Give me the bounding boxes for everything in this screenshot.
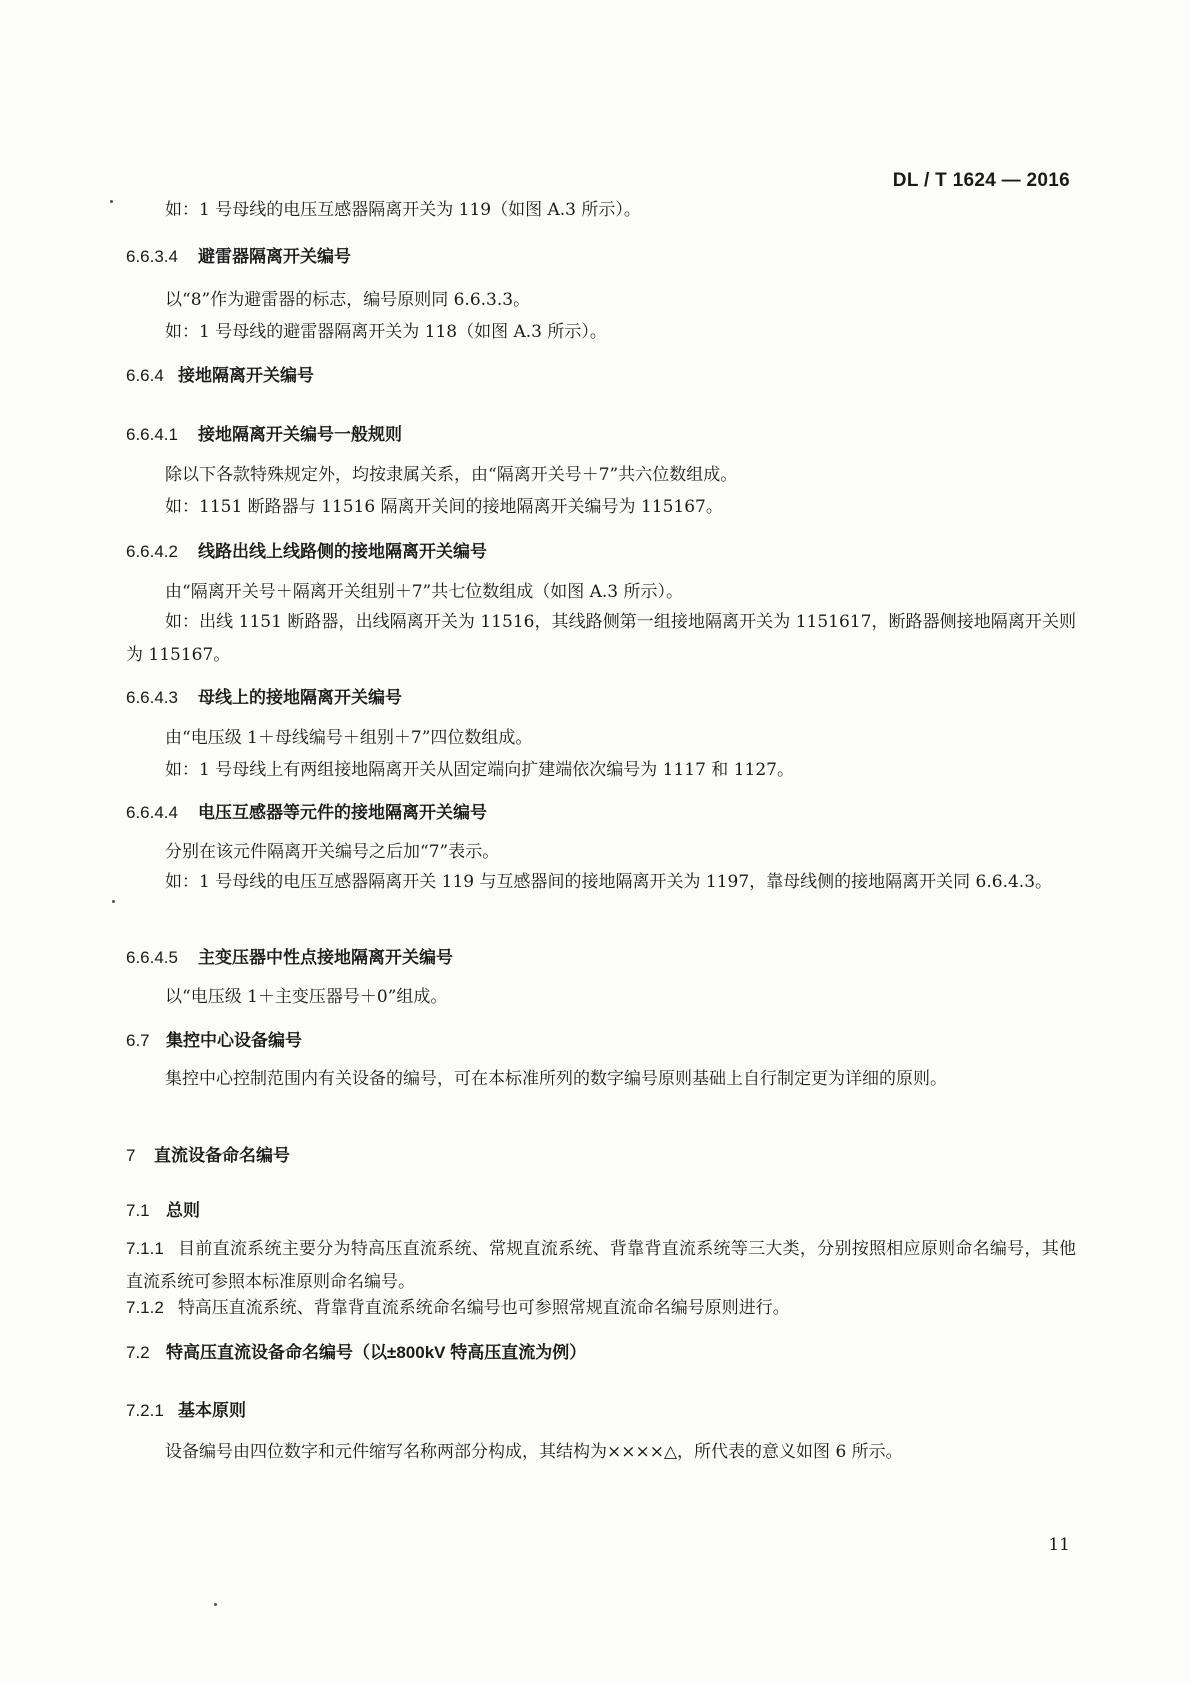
section-title: 总则 <box>166 1201 200 1220</box>
section-heading <box>126 1141 290 1166</box>
paragraph-text: 由“电压级 1＋母线编号＋组别＋7”四位数组成。 <box>165 728 533 748</box>
paragraph-text: 分别在该元件隔离开关编号之后加“7”表示。 <box>165 842 500 862</box>
section-heading <box>126 798 487 823</box>
section-heading <box>126 242 351 267</box>
section-number: 6.6.4.5 <box>126 948 178 967</box>
scan-speck <box>112 900 115 903</box>
section-heading <box>126 1026 302 1051</box>
paragraph-text: 由“隔离开关号＋隔离开关组别＋7”共七位数组成（如图 A.3 所示）。 <box>165 582 684 602</box>
section-number: 6.6.4.4 <box>126 803 178 822</box>
paragraph: 集控中心控制范围内有关设备的编号，可在本标准所列的数字编号原则基础上自行制定更为详细的原则。 <box>165 1069 947 1089</box>
section-heading <box>126 1196 200 1221</box>
section-number: 7.2.1 <box>126 1401 164 1420</box>
section-title: 接地隔离开关编号 <box>178 366 314 385</box>
section-title: 直流设备命名编号 <box>154 1146 290 1165</box>
paragraph <box>165 314 1075 350</box>
paragraph <box>165 192 1075 228</box>
scan-speck <box>110 200 113 203</box>
clause-paragraph <box>126 1232 1076 1299</box>
section-number: 6.6.3.4 <box>126 247 178 266</box>
paragraph-text: 如：1 号母线的电压互感器隔离开关为 119（如图 A.3 所示）。 <box>165 200 641 220</box>
section-title: 接地隔离开关编号一般规则 <box>198 425 402 444</box>
paragraph <box>165 979 1075 1015</box>
section-number: 6.6.4.3 <box>126 688 178 707</box>
clause-text: 目前直流系统主要分为特高压直流系统、常规直流系统、背靠背直流系统等三大类，分别按照相应原则命名编号，其他直流系统可参照本标准原则命名编号。 <box>126 1239 1076 1292</box>
section-heading <box>126 537 487 562</box>
section-heading <box>126 361 314 386</box>
paragraph <box>165 720 1075 756</box>
section-title: 母线上的接地隔离开关编号 <box>198 688 402 707</box>
clause-number: 7.1.1 <box>126 1239 164 1258</box>
section-number: 7 <box>126 1146 136 1165</box>
section-heading <box>126 683 402 708</box>
section-heading <box>126 1338 586 1363</box>
section-title: 线路出线上线路侧的接地隔离开关编号 <box>198 542 487 561</box>
paragraph <box>165 834 1075 870</box>
section-number: 6.6.4.2 <box>126 542 178 561</box>
clause-paragraph <box>126 1291 1076 1325</box>
section-heading <box>126 943 453 968</box>
paragraph-text: 以“8”作为避雷器的标志，编号原则同 6.6.3.3。 <box>165 290 531 310</box>
paragraph-text: 如：1151 断路器与 11516 隔离开关间的接地隔离开关编号为 115167。 <box>165 497 723 517</box>
paragraph-text: 如：1 号母线上有两组接地隔离开关从固定端向扩建端依次编号为 1117 和 1127。 <box>165 760 794 780</box>
section-title: 集控中心设备编号 <box>166 1031 302 1050</box>
paragraph-text: 设备编号由四位数字和元件缩写名称两部分构成，其结构为××××△，所代表的意义如图 6 所示。 <box>165 1442 903 1462</box>
section-title: 避雷器隔离开关编号 <box>198 247 351 266</box>
paragraph-text: 以“电压级 1＋主变压器号＋0”组成。 <box>165 987 448 1007</box>
section-number: 6.6.4.1 <box>126 425 178 444</box>
clause-number: 7.1.2 <box>126 1298 164 1317</box>
section-title: 主变压器中性点接地隔离开关编号 <box>198 948 453 967</box>
section-number: 6.7 <box>126 1031 150 1050</box>
paragraph: 如：1 号母线的电压互感器隔离开关 119 与互感器间的接地隔离开关为 1197，靠母线侧的接地隔离开关同 6.6.4.3。 <box>165 872 1053 892</box>
paragraph <box>165 574 1075 610</box>
paragraph-text: 如：1 号母线的避雷器隔离开关为 118（如图 A.3 所示）。 <box>165 322 607 342</box>
paragraph <box>165 752 1075 788</box>
section-heading <box>126 420 402 445</box>
section-number: 7.2 <box>126 1343 150 1362</box>
section-heading <box>126 1396 246 1421</box>
paragraph-text: 除以下各款特殊规定外，均按隶属关系，由“隔离开关号＋7”共六位数组成。 <box>165 465 738 485</box>
paragraph <box>165 282 1075 318</box>
paragraph <box>165 1434 1105 1470</box>
section-number: 6.6.4 <box>126 366 164 385</box>
section-number: 7.1 <box>126 1201 150 1220</box>
section-title: 电压互感器等元件的接地隔离开关编号 <box>198 803 487 822</box>
paragraph <box>165 457 1075 493</box>
page-number: 11 <box>1048 1535 1070 1555</box>
paragraph: 如：出线 1151 断路器，出线隔离开关为 11516，其线路侧第一组接地隔离开关为 1151617，断路器侧接地隔离开关则为 115167。 <box>126 612 1076 665</box>
paragraph <box>165 489 1075 525</box>
section-title: 基本原则 <box>178 1401 246 1420</box>
clause-text: 特高压直流系统、背靠背直流系统命名编号也可参照常规直流命名编号原则进行。 <box>177 1298 790 1318</box>
scan-speck <box>214 1603 217 1606</box>
document-code-header: DL / T 1624 — 2016 <box>892 170 1070 191</box>
section-title: 特高压直流设备命名编号（以±800kV 特高压直流为例） <box>166 1343 587 1362</box>
